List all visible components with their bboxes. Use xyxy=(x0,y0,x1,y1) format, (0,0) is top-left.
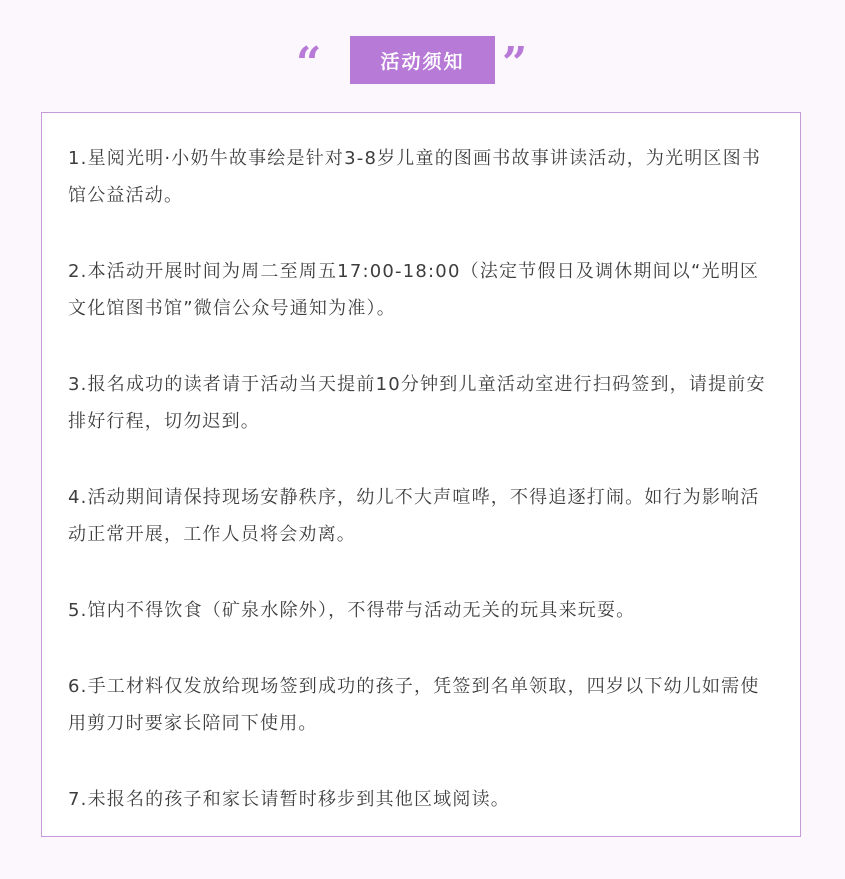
notice-item-1: 1.星阅光明·小奶牛故事绘是针对3-8岁儿童的图画书故事讲读活动，为光明区图书馆公益活动。 xyxy=(68,148,762,206)
open-quote-icon: “ xyxy=(296,38,322,89)
notice-item-5: 5.馆内不得饮食（矿泉水除外），不得带与活动无关的玩具来玩耍。 xyxy=(68,600,636,621)
notice-item-7: 7.未报名的孩子和家长请暂时移步到其他区域阅读。 xyxy=(68,789,510,810)
notice-item-6: 6.手工材料仅发放给现场签到成功的孩子，凭签到名单领取，四岁以下幼儿如需使用剪刀时要家长陪同下使用。 xyxy=(68,676,760,734)
notice-item-4: 4.活动期间请保持现场安静秩序，幼儿不大声喧哗，不得追逐打闹。如行为影响活动正常开展，工作人员将会劝离。 xyxy=(68,487,760,545)
notice-item-3: 3.报名成功的读者请于活动当天提前10分钟到儿童活动室进行扫码签到，请提前安排好行程，切勿迟到。 xyxy=(68,374,766,432)
notice-header xyxy=(0,36,845,89)
close-quote-icon: ” xyxy=(502,38,528,89)
notice-list xyxy=(68,140,776,818)
notice-item-2: 2.本活动开展时间为周二至周五17:00-18:00（法定节假日及调休期间以“光明区文化馆图书馆”微信公众号通知为准）。 xyxy=(68,261,760,319)
notice-panel xyxy=(41,112,801,837)
section-title: 活动须知 xyxy=(350,36,495,84)
